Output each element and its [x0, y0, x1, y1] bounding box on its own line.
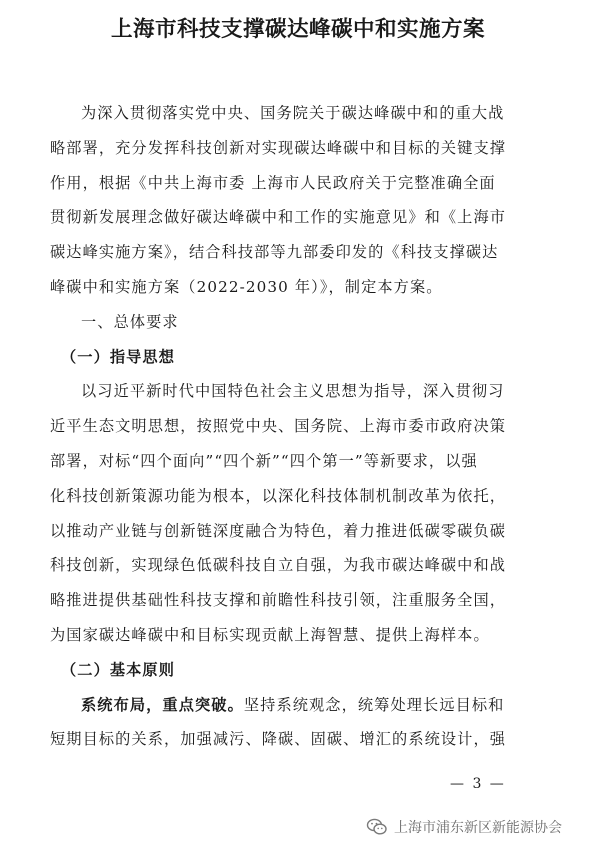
- wechat-icon: [366, 818, 388, 836]
- guiding-ideology-line: 略推进提供基础性科技支撑和前瞻性科技引领，注重服务全国，: [50, 591, 507, 610]
- intro-line: 碳达峰实施方案》，结合科技部等九部委印发的《科技支撑碳达: [50, 243, 499, 262]
- page-number: — 3 —: [450, 776, 506, 792]
- guiding-ideology-line: 以推动产业链与创新链深度融合为特色，着力推进低碳零碳负碳: [50, 521, 507, 540]
- intro-line: 作用，根据《中共上海市委 上海市人民政府关于完整准确全面: [50, 173, 496, 192]
- principle-text: 坚持系统观念，统筹处理长远目标和: [243, 695, 505, 714]
- guiding-ideology-line: 近平生态文明思想，按照党中央、国务院、上海市委市政府决策: [50, 417, 507, 436]
- document-body: [50, 96, 550, 757]
- principle-line: 短期目标的关系，加强减污、降碳、固碳、增汇的系统设计，强: [50, 730, 507, 749]
- subsection-heading-guiding-ideology: （一）指导思想: [61, 347, 176, 366]
- guiding-ideology-line: 以习近平新时代中国特色社会主义思想为指导，深入贯彻习: [81, 382, 505, 401]
- watermark-text: 上海市浦东新区新能源协会: [394, 820, 562, 836]
- intro-line: 略部署，充分发挥科技创新对实现碳达峰碳中和目标的关键支撑: [50, 138, 507, 157]
- guiding-ideology-line: 科技创新，实现绿色低碳科技自立自强，为我市碳达峰碳中和战: [50, 556, 507, 575]
- guiding-ideology-line: 化科技创新策源功能为根本，以深化科技体制机制改革为依托，: [50, 486, 507, 505]
- intro-line: 峰碳中和实施方案（2022-2030 年）》，制定本方案。: [50, 277, 443, 296]
- principle-bold-lead: 系统布局，重点突破。: [81, 695, 244, 714]
- intro-line: 为深入贯彻落实党中央、国务院关于碳达峰碳中和的重大战: [81, 104, 505, 122]
- guiding-ideology-line: 为国家碳达峰碳中和目标实现贡献上海智慧、提供上海样本。: [50, 625, 490, 644]
- guiding-ideology-line: 部署，对标“四个面向”“四个新”“四个第一”等新要求，以强: [50, 451, 478, 470]
- subsection-heading-basic-principles: （二）基本原则: [61, 660, 176, 679]
- page-title: 上海市科技支撑碳达峰碳中和实施方案: [110, 17, 485, 42]
- intro-line: 贯彻新发展理念做好碳达峰碳中和工作的实施意见》和《上海市: [50, 208, 507, 227]
- watermark: [366, 816, 562, 838]
- section-heading-general-requirements: 一、总体要求: [81, 312, 179, 331]
- principle-line: [50, 688, 550, 723]
